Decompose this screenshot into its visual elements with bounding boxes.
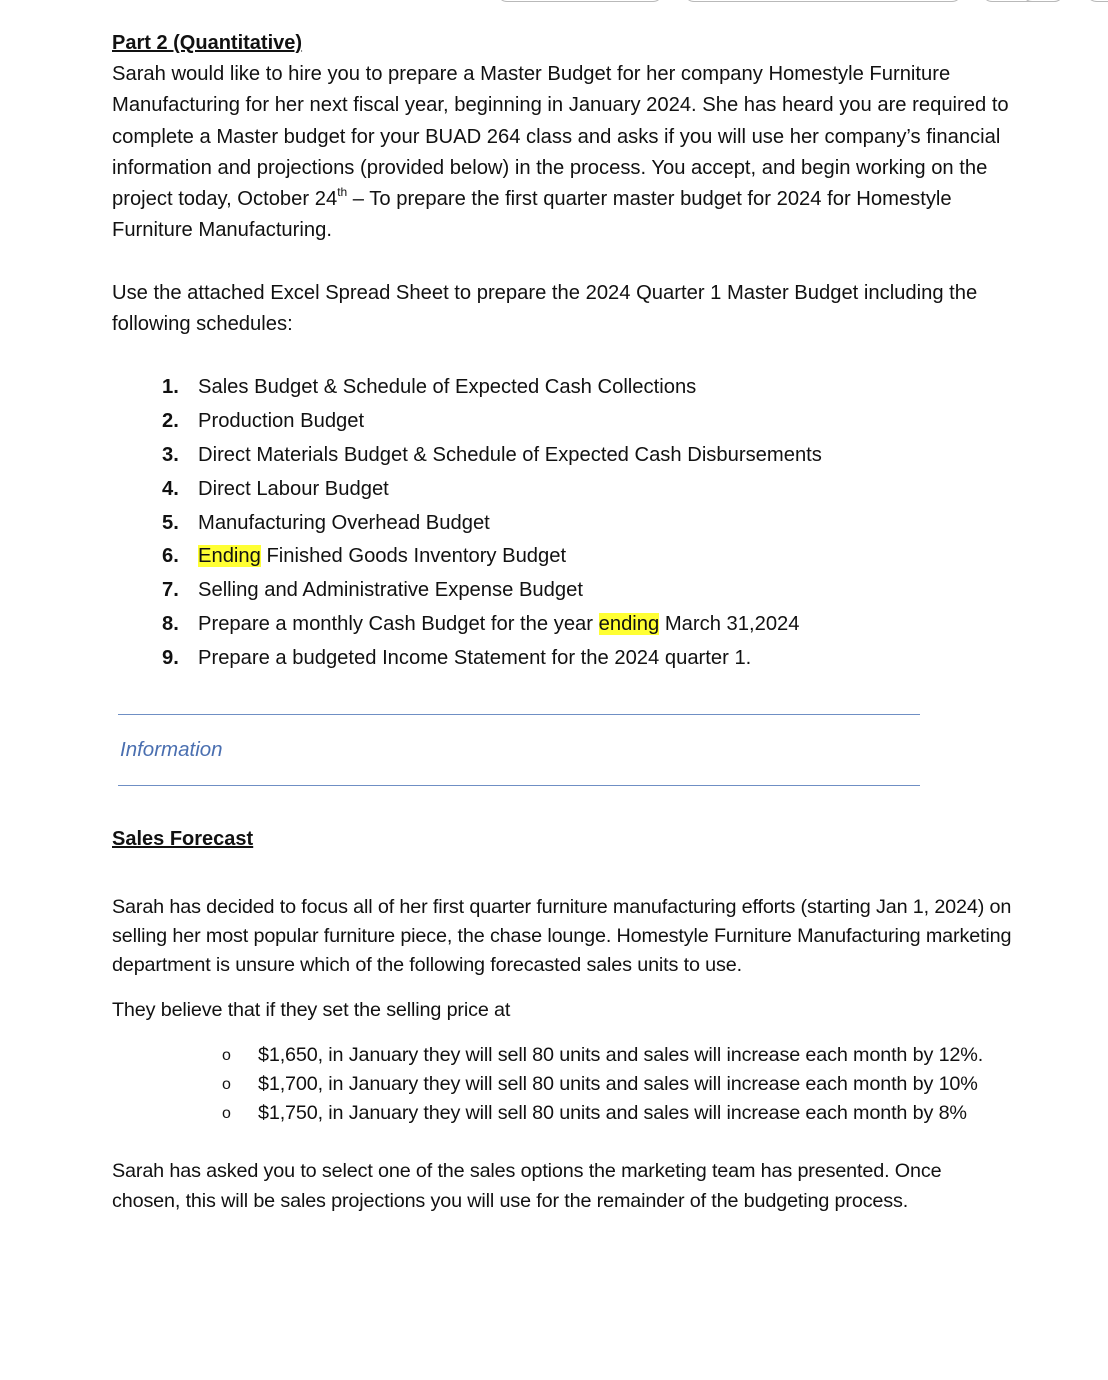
list-item — [162, 405, 1012, 439]
list-text: Manufacturing Overhead Budget — [198, 511, 490, 534]
circle-bullet-icon: o — [222, 1047, 231, 1065]
spacer — [112, 247, 1012, 278]
list-item — [222, 1041, 1012, 1070]
highlighted-word: Ending — [198, 545, 261, 568]
divider — [118, 785, 920, 786]
schedule-list — [112, 371, 1012, 675]
circle-bullet-icon: o — [222, 1105, 231, 1123]
toolbar-button-fragment[interactable] — [684, 0, 962, 2]
list-item — [222, 1099, 1012, 1128]
list-text-rest: Finished Goods Inventory Budget — [260, 545, 567, 568]
intro-text-end: – To prepare the first quarter master budget for 2024 for Homestyle Furniture Manufacturing. — [112, 188, 952, 242]
list-number: 2. — [162, 410, 179, 433]
list-text: Production Budget — [198, 410, 365, 433]
list-item — [162, 507, 1012, 541]
sales-forecast-paragraph: Sarah has decided to focus all of her first quarter furniture manufacturing efforts (starting Jan 1, 2024) on selling her most popular furniture piece, the chase lounge. Homestyle Furniture Manufacturing marketing department is unsure which of the following forecasted sales units to use. — [112, 895, 1012, 976]
list-text — [198, 540, 566, 574]
list-item — [162, 439, 1012, 473]
intro-text: Sarah would like to hire you to prepare a Master Budget for her company Homestyle Furniture Manufacturing for her next fiscal year, beginning in January 2024. She has heard you are required to complete a Master budget for your BUAD 264 class and asks if you will use her company’s financial information and projections (provided below) in the process. You accept, and begin working on the project today, October 24 — [112, 63, 1009, 211]
list-number: 3. — [162, 443, 179, 466]
list-item — [162, 473, 1012, 507]
circle-bullet-icon: o — [222, 1076, 231, 1094]
list-item — [162, 371, 1012, 405]
sales-forecast-heading: Sales Forecast — [112, 827, 254, 850]
use-sheet-paragraph: Use the attached Excel Spread Sheet to prepare the 2024 Quarter 1 Master Budget including the following schedules: — [112, 281, 978, 336]
list-number: 7. — [162, 579, 179, 602]
list-text-start: Prepare a monthly Cash Budget for the year — [198, 612, 599, 635]
price-options-list — [112, 1041, 1012, 1128]
list-number: 1. — [162, 376, 179, 399]
selling-price-paragraph: They believe that if they set the selling price at — [112, 999, 511, 1022]
list-number: 6. — [162, 545, 179, 568]
list-item — [222, 1070, 1012, 1099]
highlighted-word: ending — [598, 612, 660, 635]
list-text: Direct Materials Budget & Schedule of Expected Cash Disbursements — [198, 443, 822, 466]
list-text-end: March 31,2024 — [659, 612, 800, 635]
option-text: $1,700, in January they will sell 80 units and sales will increase each month by 10% — [258, 1073, 978, 1096]
option-text: $1,750, in January they will sell 80 units and sales will increase each month by 8% — [258, 1102, 967, 1125]
list-number: 5. — [162, 511, 179, 534]
list-item — [162, 540, 1012, 574]
information-section — [118, 714, 920, 786]
information-title: Information — [120, 737, 223, 761]
ordinal-suffix: th — [337, 185, 348, 200]
list-number: 4. — [162, 477, 179, 500]
list-number: 9. — [162, 646, 179, 669]
list-number: 8. — [162, 612, 179, 635]
list-item — [162, 608, 1012, 642]
option-text: $1,650, in January they will sell 80 units and sales will increase each month by 12%. — [258, 1044, 984, 1067]
document-page — [112, 28, 1012, 1216]
list-text — [198, 608, 800, 642]
closing-paragraph: Sarah has asked you to select one of the sales options the marketing team has presented. Once chosen, this will be sales projections you will use for the remainder of the budgeting process. — [112, 1160, 942, 1212]
toolbar-button-fragment[interactable] — [497, 0, 663, 2]
list-text: Sales Budget & Schedule of Expected Cash Collections — [198, 376, 697, 399]
list-item — [162, 642, 1012, 676]
part2-heading: Part 2 (Quantitative) — [112, 32, 303, 54]
list-item — [162, 574, 1012, 608]
list-text: Direct Labour Budget — [198, 477, 389, 500]
toolbar-button-fragment[interactable] — [1085, 0, 1108, 2]
list-text: Prepare a budgeted Income Statement for the 2024 quarter 1. — [198, 646, 752, 669]
intro-paragraph — [112, 59, 1012, 247]
list-text: Selling and Administrative Expense Budget — [198, 579, 583, 602]
